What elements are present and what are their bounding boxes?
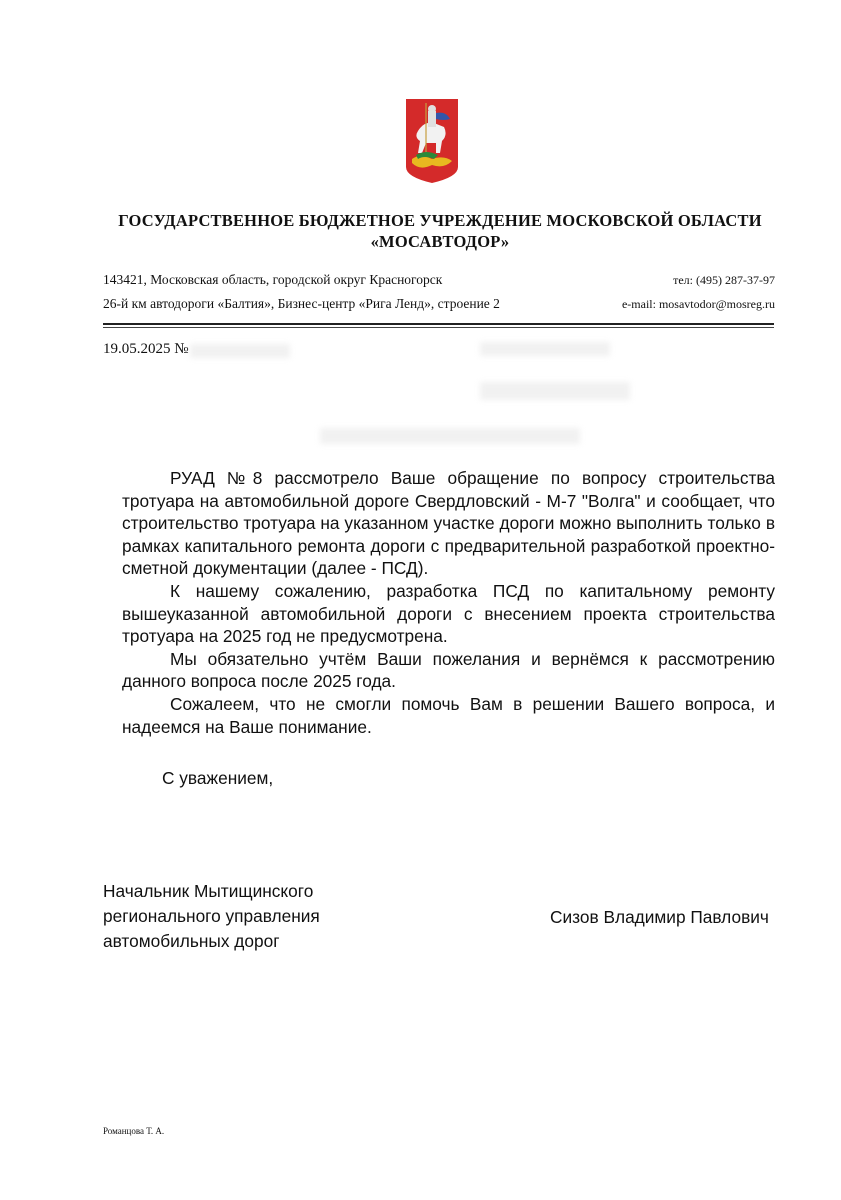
date-number: 19.05.2025 № [103,341,189,357]
email: e-mail: mosavtodor@mosreg.ru [621,297,775,311]
letter-body [122,467,775,738]
executor: Романцова Т. А. [103,1126,165,1136]
paragraph: Сожалеем, что не смогли помочь Вам в решении Вашего вопроса, и надеемся на Ваше понимание. [122,693,775,737]
signatory-name: Сизов Владимир Павлович [550,907,769,927]
paragraph: К нашему сожалению, разработка ПСД по капитальному ремонту вышеуказанной автомобильной дороги с внесением проекта строительства тротуара на 2025 год не предусмотрена. [122,580,775,647]
paragraph: Мы обязательно учтём Ваши пожелания и вернёмся к рассмотрению данного вопроса после 2025 года. [122,648,775,692]
closing-regards: С уважением, [162,768,274,788]
address-line-1: 143421, Московская область, городской округ Красногорск [103,272,443,287]
phone: тел: (495) 287-37-97 [673,273,775,287]
position-line-2: регионального управления [103,906,320,926]
header-divider-thin [103,327,774,328]
address-line-2: 26-й км автодороги «Балтия», Бизнес-центр «Рига Ленд», строение 2 [103,296,500,311]
organization-name: ГОСУДАРСТВЕННОЕ БЮДЖЕТНОЕ УЧРЕЖДЕНИЕ МОСКОВСКОЙ ОБЛАСТИ [118,211,762,230]
position-line-1: Начальник Мытищинского [103,881,314,901]
moscow-oblast-coat-of-arms-icon [404,97,460,185]
redacted-recipient [480,342,610,356]
position-line-3: автомобильных дорог [103,931,280,951]
header-divider [103,323,774,325]
paragraph: РУАД №8 рассмотрело Ваше обращение по вопросу строительства тротуара на автомобильной дороге Свердловский - М-7 "Волга" и сообщает, что строительство тротуара на указанном участке дороги можно выполнить только в рамках капитального ремонта дороги с предварительной разработкой проектно-сметной документации (далее - ПСД). [122,468,775,579]
organization-short-name: «МОСАВТОДОР» [370,232,510,251]
redacted-recipient [480,382,630,400]
redacted-salutation [320,428,580,444]
redacted-number [190,344,290,358]
